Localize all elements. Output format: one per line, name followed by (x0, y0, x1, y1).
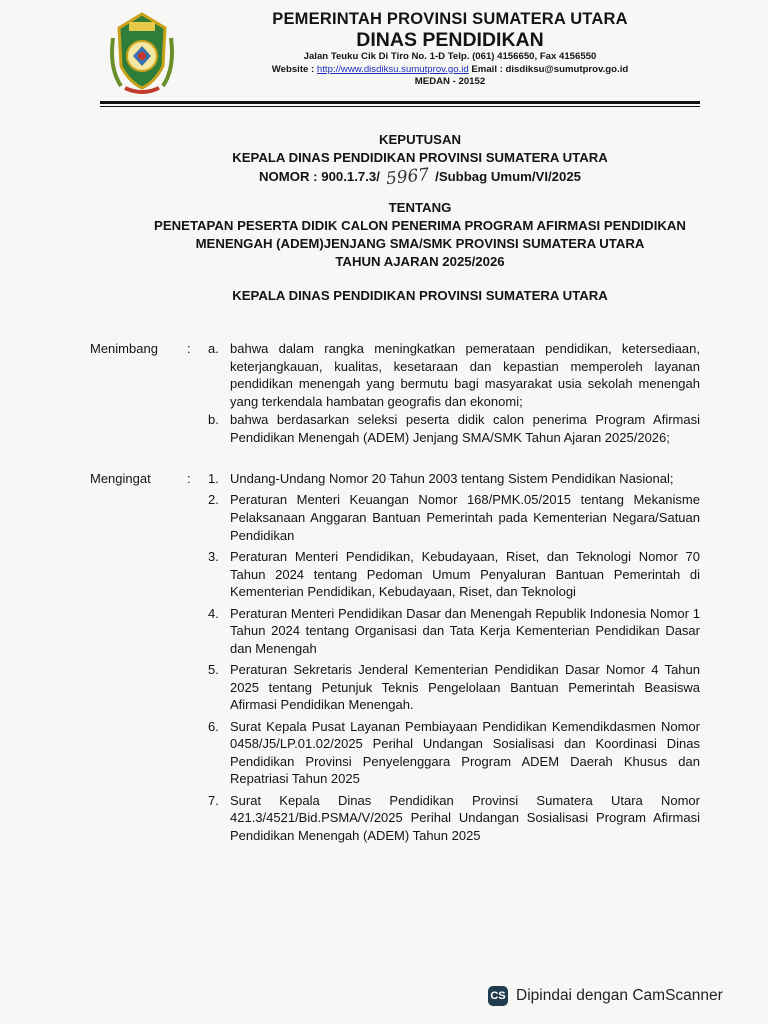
subject-line: PENETAPAN PESERTA DIDIK CALON PENERIMA PROGRAM AFIRMASI PENDIDIKAN (154, 218, 686, 233)
camscanner-watermark (488, 986, 723, 1006)
list-item (208, 792, 700, 845)
item-text: bahwa berdasarkan seleksi peserta didik calon penerima Program Afirmasi Pendidikan Menengah (ADEM) Jenjang SMA/SMK Tahun Ajaran 2025/2026; (230, 412, 700, 445)
subject-line: TAHUN AJARAN 2025/2026 (335, 254, 505, 269)
section-colon: : (187, 341, 191, 356)
menimbang-section (90, 340, 700, 448)
item-marker: 1. (208, 471, 219, 486)
section-label: Menimbang (90, 341, 158, 356)
list-item (208, 718, 700, 788)
list-item (208, 470, 700, 488)
letterhead-divider (100, 101, 700, 104)
list-item (208, 605, 700, 658)
item-marker: 7. (208, 792, 219, 808)
decree-issuer: KEPALA DINAS PENDIDIKAN PROVINSI SUMATERA UTARA (232, 150, 608, 165)
list-item (208, 340, 700, 410)
provincial-emblem-logo (103, 8, 181, 96)
decree-subject (80, 199, 760, 271)
website-label: Website : (271, 63, 315, 75)
item-marker: 5. (208, 662, 219, 678)
watermark-text: Dipindai dengan CamScanner (516, 987, 723, 1004)
mengingat-section (90, 470, 700, 848)
list-item (208, 491, 700, 544)
item-text: Peraturan Menteri Pendidikan, Kebudayaan, Riset, dan Teknologi Nomor 70 Tahun 2024 tentang Pedoman Umum Penyaluran Bantuan Pemerintah di Kementerian Pendidikan, Kebudayaan, Riset, dan Teknologi (230, 548, 700, 600)
office-name: DINAS PENDIDIKAN (356, 29, 544, 51)
item-text: Peraturan Menteri Pendidikan Dasar dan Menengah Republik Indonesia Nomor 1 Tahun 2024 tentang Organisasi dan Tata Kerja Kementerian Pendidikan Dasar dan Menengah (230, 605, 700, 656)
decree-number-prefix: NOMOR : 900.1.7.3/ (258, 169, 380, 184)
contact-line (200, 64, 700, 77)
decree-authority: KEPALA DINAS PENDIDIKAN PROVINSI SUMATERA UTARA (232, 288, 608, 303)
item-marker: a. (208, 341, 219, 356)
item-marker: b. (208, 412, 219, 428)
handwritten-number: 5967 (384, 164, 431, 190)
item-text: bahwa dalam rangka meningkatkan pemerataan pendidikan, ketersediaan, keterjangkauan, kualitas, kesetaraan dan kepastian memperoleh layanan pendidikan menengah yang bermutu bagi masyarakat usia sekolah menengah yang terkendala hambatan geografis dan ekonomi; (230, 341, 700, 409)
list-item (208, 661, 700, 714)
camscanner-icon: CS (488, 986, 508, 1006)
section-colon: : (187, 471, 191, 486)
item-text: Peraturan Sekretaris Jenderal Kementerian Pendidikan Dasar Nomor 4 Tahun 2025 tentang Petunjuk Teknis Pengelolaan Bantuan Pemerintah Beasiswa Afirmasi Pendidikan Menengah. (230, 662, 700, 713)
subject-line: MENENGAH (ADEM)JENJANG SMA/SMK PROVINSI SUMATERA UTARA (195, 236, 645, 251)
office-address: Jalan Teuku Cik Di Tiro No. 1-D Telp. (061) 4156650, Fax 4156550 (303, 51, 597, 62)
item-text: Surat Kepala Dinas Pendidikan Provinsi Sumatera Utara Nomor 421.3/4521/Bid.PSMA/V/2025 Perihal Undangan Sosialisasi Program Afirmasi Pendidikan Menengah (ADEM) Tahun 2025 (230, 792, 700, 844)
item-text: Undang-Undang Nomor 20 Tahun 2003 tentang Sistem Pendidikan Nasional; (230, 471, 674, 486)
item-marker: 2. (208, 492, 219, 508)
letterhead (200, 10, 700, 89)
decree-number (80, 164, 760, 190)
item-marker: 3. (208, 548, 219, 564)
email-text: Email : disdiksu@sumutprov.go.id (471, 63, 629, 75)
website-link[interactable]: http://www.disdiksu.sumutprov.go.id (316, 63, 469, 75)
item-marker: 4. (208, 605, 219, 621)
item-text: Peraturan Menteri Keuangan Nomor 168/PMK.05/2015 tentang Mekanisme Pelaksanaan Anggaran Bantuan Pemerintah pada Kementerian Negara/Satuan Pendidikan (230, 492, 700, 543)
letterhead-divider-thin (100, 106, 700, 107)
decree-heading (80, 131, 760, 190)
decree-number-suffix: /Subbag Umum/VI/2025 (435, 169, 582, 184)
decree-type: KEPUTUSAN (378, 132, 462, 147)
item-text: Surat Kepala Pusat Layanan Pembiayaan Pendidikan Kemendikdasmen Nomor 0458/J5/LP.01.02/2025 Perihal Undangan Sosialisasi dan Koordinasi Dinas Pendidikan Provinsi Penyelenggara Program ADEM Daerah Khusus dan Repatriasi Tahun 2025 (230, 718, 700, 787)
about-label: TENTANG (388, 200, 452, 215)
section-label: Mengingat (90, 471, 151, 486)
list-item (208, 411, 700, 446)
government-name: PEMERINTAH PROVINSI SUMATERA UTARA (272, 10, 628, 28)
city-postcode: MEDAN - 20152 (414, 76, 486, 87)
item-marker: 6. (208, 718, 219, 734)
list-item (208, 548, 700, 601)
